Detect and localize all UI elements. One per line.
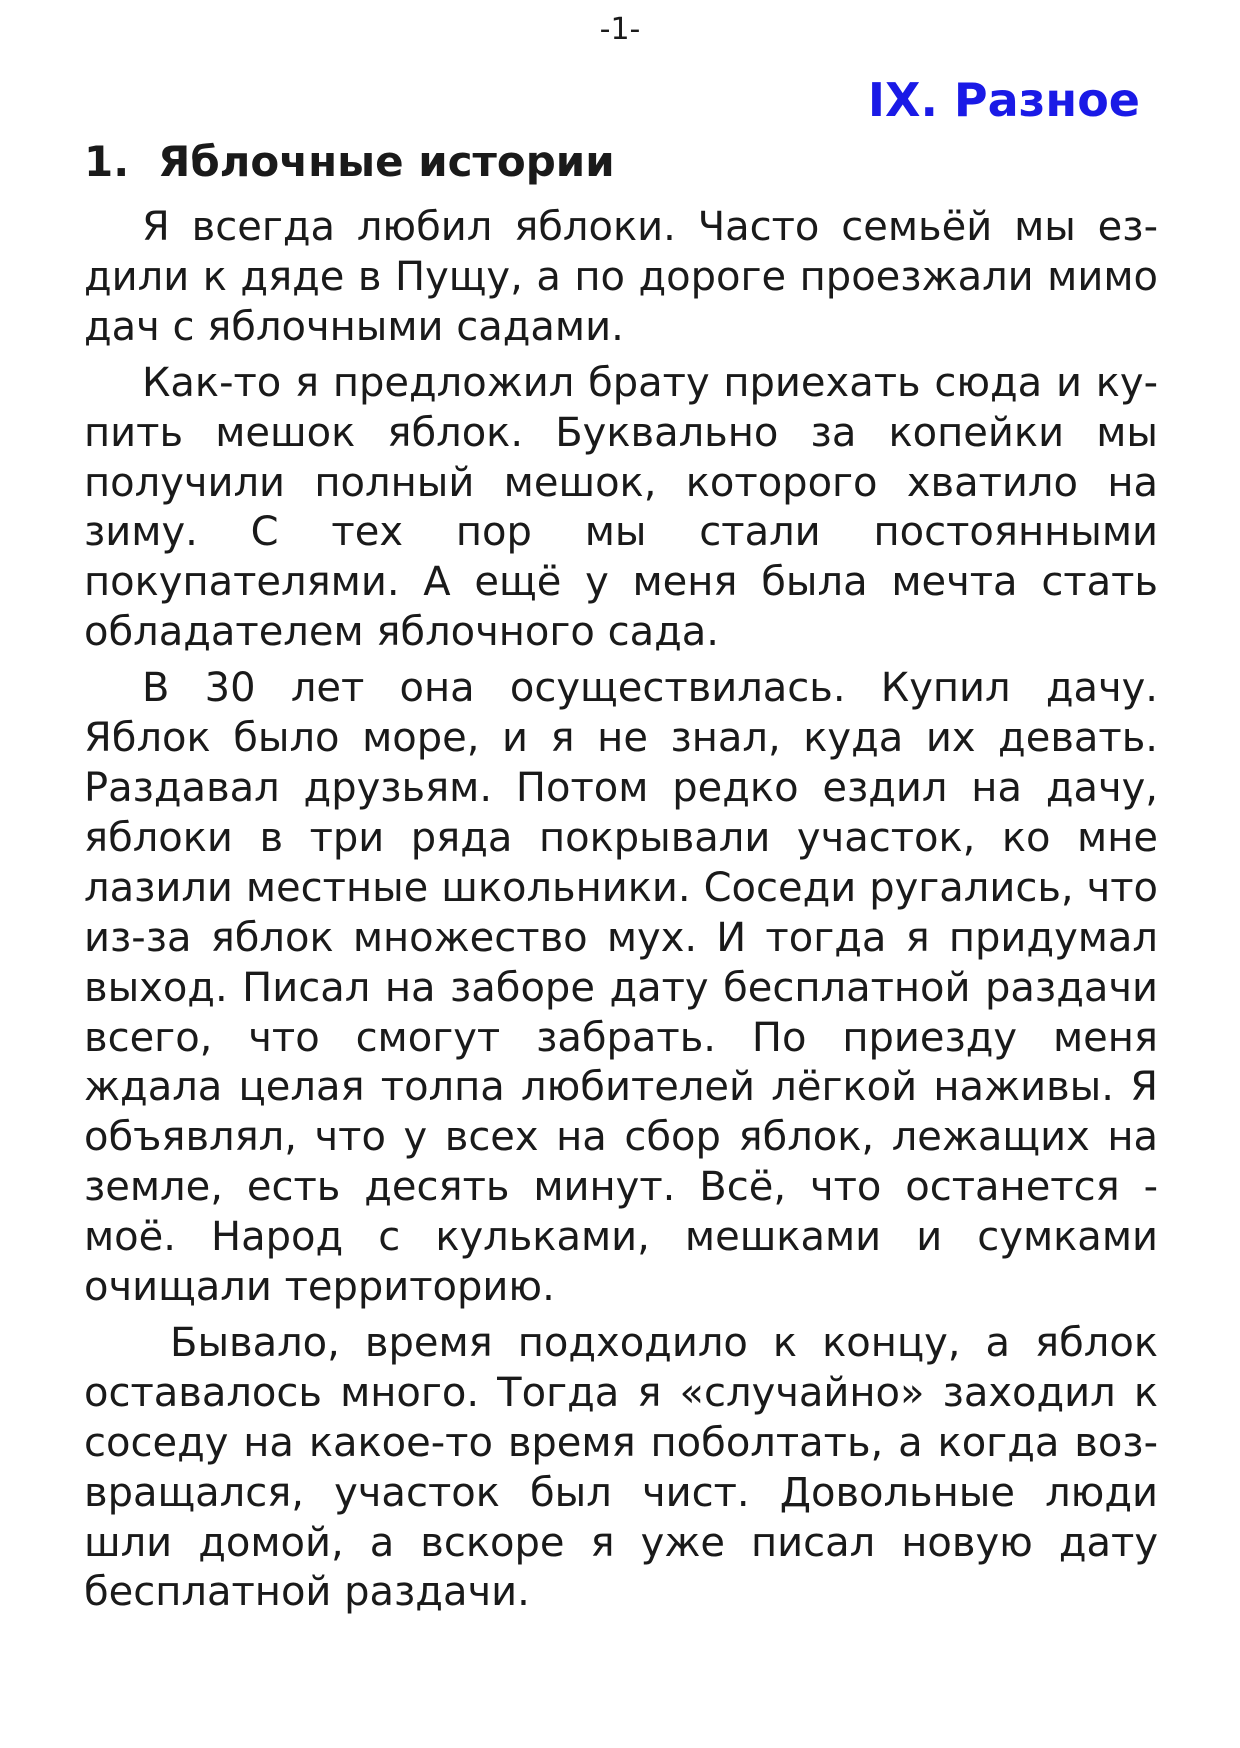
page-number: -1- (599, 12, 641, 47)
section-title: IX. Разное (867, 73, 1140, 127)
story-number: 1. (84, 137, 130, 186)
paragraph: Как-то я предложил брату приехать сюда и купить мешок яблок. Буквально за копейки мы получили полный мешок, которого хватило на зиму. С тех пор мы стали постоянными покупателями. А ещё у меня была мечта стать обладателем яблочного сада. (84, 359, 1158, 656)
story-title: Яблочные истории (158, 137, 615, 186)
story-heading (84, 136, 615, 188)
paragraph: Я всегда любил яблоки. Часто семьёй мы ездили к дяде в Пущу, а по дороге проезжали мимо дач с яблочными садами. (84, 204, 1158, 350)
paragraph: В 30 лет она осуществилась. Купил дачу. Яблок было море, и я не знал, куда их девать. Раздавал друзьям. Потом редко ездил на дачу, яблоки в три ряда покрывали участок, ко мне лазили местные школьники. Соседи ругались, что из-за яблок множество мух. И тогда я придумал выход. Писал на заборе дату бесплатной раздачи всего, что смогут забрать. По приезду меня ждала целая толпа любителей лёгкой наживы. Я объявлял, что у всех на сбор яблок, лежащих на земле, есть десять минут. Всё, что останется - моё. Народ с кульками, мешками и сумками очищали территорию. (84, 665, 1158, 1311)
story-body (84, 203, 1158, 1624)
paragraph: Бывало, время подходило к концу, а яблок оставалось много. Тогда я «случайно» заходил к соседу на какое-то время поболтать, а когда возвращался, участок был чист. Довольные люди шли домой, а вскоре я уже писал новую дату бесплатной раздачи. (84, 1319, 1158, 1616)
